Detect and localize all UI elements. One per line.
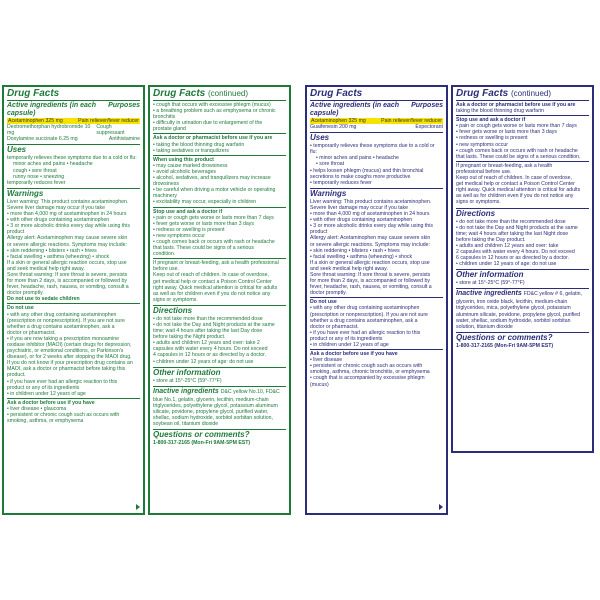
directions-list: • do not take more than the recommended dose • do not take the Day and Night products at the same time; wait 4 hours after taking the last Day dose before taking the Night product. • adults and children 12 years and over: take 2 capsules with water every 4 hours. Do not exceed 4 capsules in 12 hours or as directed by a doctor. • children under 12 years of age: do not use [153,315,275,365]
purposes-heading: Purposes [108,102,140,109]
allergy-alert: Allergy alert: Acetaminophen may cause severe skin or severe allergic reactions. Symptoms may include: • skin reddening • blisters • rash • hives • facial swelling • asthma (wheezing) • shock If a skin or general allergic reaction occurs, stop use and seek medical help right away. [7,235,128,272]
directions-heading: Directions [456,208,589,219]
active-ingredients-heading: Active ingredients (in each capsule) [310,102,400,117]
do-not-use-list: • with any other drug containing acetaminophen (prescription or nonprescription). If you are not sure whether a drug contains acetaminophen, ask a doctor or pharmacist. • if you are now taking a prescription monoamine oxidase inhibitor (MAOI) (certain drugs for depression, psychiatric, or emotional conditions, or Parkinson's disease), or for 2 weeks after stopping the MAOI drug. If you do not know if your prescription drug contains an MAOI, ask a doctor or pharmacist before taking this product. • if you have ever had an allergic reaction to this product or any of its ingredients • in children under 12 years of age [7,311,133,397]
questions-heading: Questions or comments? [456,332,589,343]
night-panel-1 [305,85,448,515]
liver-warning: Liver warning: This product contains acetaminophen. Severe liver damage may occur if you take • more than 4,000 mg of acetaminophen in 24 hours • with other drugs containing acetaminophen • 3 or more alcoholic drinks every day while using this product [310,198,433,236]
ask-pharmacist-heading: Ask a doctor or pharmacist before use if you are [456,102,576,108]
ask-doctor-list: • liver disease • glaucoma • persistent or chronic cough such as occurs with smoking, asthma, or emphysema [7,405,120,425]
uses-heading: Uses [310,132,443,143]
directions-list: • do not take more than the recommended dose • do not take the Day and Night products at the same time; wait 4 hours after taking the last Night dose before taking the Day product. • adults and children 12 years and over: take 2 capsules with water every 4 hours. Do not exceed 6 capsules in 12 hours or as directed by a doctor. • children under 12 years of age: do not use [456,218,578,268]
active-ingredient-row: Acetaminophen 325 mg Pain reliever/fever reducer [311,118,442,124]
do-not-use-heading: Do not use [7,305,34,312]
pregnancy-warning: If pregnant or breast-feeding, ask a health professional before use. Keep out of reach of children. In case of overdose, get medical help or contact a Poison Control Center right away. Quick medical attention is critical for adults as well as for children even if you do not notice any signs or symptoms. [456,162,581,206]
panel-title: Drug Facts [310,88,443,101]
day-panel-2 [148,85,291,515]
allergy-alert: Allergy alert: Acetaminophen may cause severe skin or severe allergic reactions. Symptoms may include: • skin reddening • blisters • rash • hives • facial swelling • asthma (wheezing) • shock If a skin or general allergic reaction occurs, stop use and seek medical help right away. [310,235,431,272]
day-panel-1 [2,85,145,515]
active-ingredients-heading: Active ingredients (in each capsule) [7,102,97,117]
ask-doctor-list: • liver disease • persistent or chronic cough such as occurs with smoking, asthma, chronic bronchitis, or emphysema • cough that is accompanied by excessive phlegm (mucus) [310,357,430,388]
stop-use-list: • pain or cough gets worse or lasts more than 7 days • fever gets worse or lasts more than 3 days • redness or swelling is present • new symptoms occur • cough comes back or occurs with rash or headache that lasts. These could be signs of a serious condition. [456,123,581,160]
ask-pharmacist-heading: Ask a doctor or pharmacist before use if you are [153,135,273,142]
active-ingredient-row: Acetaminophen 325 mg Pain reliever/fever reducer [8,118,139,124]
do-not-use-list: • with any other drug containing acetaminophen (prescription or nonprescription). If you are not sure whether a drug contains acetaminophen, ask a doctor or pharmacist. • if you have ever had an allergic reaction to this product or any of its ingredients • in children under 12 years of age [310,305,428,348]
ask-pharmacist-list: • taking the blood thinning drug warfarin • taking sedatives or tranquilizers [153,141,245,154]
warnings-heading: Warnings [7,188,140,199]
uses-heading: Uses [7,144,140,155]
warnings-heading: Warnings [310,188,443,199]
when-using-list: • may cause marked drowsiness • avoid alcoholic beverages • alcohol, sedatives, and tranquilizers may increase drowsiness • be careful when driving a motor vehicle or operating machinery • excitability may occur, especially in children [153,162,276,206]
sore-throat-warning: Sore throat warning: If sore throat is severe, persists for more than 2 days, is accompanied or followed by fever, headache, rash, nausea, or vomiting, consult a doctor promptly. Do not use to sedate children [7,271,129,303]
active-ingredient-row: Guaifenesin 200 mg Expectorant [310,124,443,131]
active-ingredient-row: Doxylamine succinate 6.25 mg Antihistamine [7,136,140,143]
sore-throat-warning: Sore throat warning: If sore throat is severe, persists for more than 2 days, is accompanied or followed by fever, headache, rash, nausea, or vomiting, consult a doctor promptly. [310,271,432,297]
active-ingredient-row: Dextromethorphan hydrobromide 10 mg Cough suppressant [7,124,125,137]
do-not-use-heading: Do not use [310,299,337,306]
phone-number: 1-800-317-2165 (Mon-Fri 9AM-5PM EST) [153,440,251,447]
panel-title: Drug Facts [7,88,140,101]
continue-arrow-icon [439,504,443,510]
panel-title: Drug Facts (continued) [153,88,286,101]
inactive-ingredients: Inactive ingredients D&C yellow No.10, FD&C [153,386,286,397]
stop-use-list: • pain or cough gets worse or lasts more than 7 days • fever gets worse or lasts more than 3 days • redness or swelling is present • new symptoms occur • cough comes back or occurs with rash or headache that lasts. These could be signs of a serious condition. [153,214,275,258]
stop-use-heading: Stop use and ask a doctor if [153,208,223,215]
panel-title: Drug Facts (continued) [456,88,589,101]
uses-list: temporarily relieves these symptoms due to a cold or flu: minor aches and pains • headache cough • sore throat runny nose • sneezing temporarily reduces fever [7,155,137,186]
other-info-heading: Other information [456,269,589,280]
continue-arrow-icon [136,504,140,510]
night-panel-2 [451,85,594,453]
directions-heading: Directions [153,305,286,316]
ask-doctor-continued: • cough that occurs with excessive phlegm (mucus) • a breathing problem such as emphysema or chronic bronchitis • difficulty in urination due to enlargement of the prostate gland [153,102,276,133]
questions-heading: Questions or comments? [153,429,286,440]
ask-doctor-heading: Ask a doctor before use if you have [7,399,95,406]
ask-doctor-heading: Ask a doctor before use if you have [310,351,398,358]
other-info-heading: Other information [153,367,286,378]
stop-use-heading: Stop use and ask a doctor if [456,117,526,124]
inactive-ingredients: Inactive ingredients FD&C yellow # 6, gelatin, [456,288,589,299]
pregnancy-warning: If pregnant or breast-feeding, ask a health professional before use. Keep out of reach of children. In case of overdose, get medical help or contact a Poison Control Center right away. Quick medical attention is critical for adults as well as for children even if you do not notice any signs or symptoms. [153,260,279,303]
liver-warning: Liver warning: This product contains acetaminophen. Severe liver damage may occur if you take • more than 4,000 mg of acetaminophen in 24 hours • with other drugs containing acetaminophen • 3 or more alcoholic drinks every day while using this product [7,198,130,236]
other-info: • store at 15°-25°C (59°-77°F) [153,377,222,384]
inactive-ingredients-list: blue No.1, gelatin, glycerin, lecithin, medium-chain triglycerides, polyethylene glycol, potassium aluminum silicate, povidone, propylene glycol, purified water, shellac, sodium hydroxide, sorbitol sorbitan solution, soybean oil, titanium dioxide [153,396,278,428]
purposes-heading: Purposes [411,102,443,109]
ask-pharmacist-list: taking the blood thinning drug warfarin [456,108,544,115]
when-using-heading: When using this product [153,156,214,163]
uses-list: • temporarily relieves these symptoms due to a cold or flu: • minor aches and pains • headache • sore throat • helps loosen phlegm (mucus) and thin bronchial secretions to make coughs more productive • temporarily reduces fever [310,143,435,186]
other-info: • store at 15°-25°C (59°-77°F) [456,280,525,287]
phone-number: 1-800-317-2165 (Mon-Fri 9AM-5PM EST) [456,342,554,349]
inactive-ingredients-list: glycerin, iron oxide black, lecithin, medium-chain triglycerides, mica, polyethylene glycol, potassium aluminum silicate, povidone, propylene glycol, purified water, shellac, sodium hydroxide, sorbitol sorbitan solution, titanium dioxide [456,299,580,330]
